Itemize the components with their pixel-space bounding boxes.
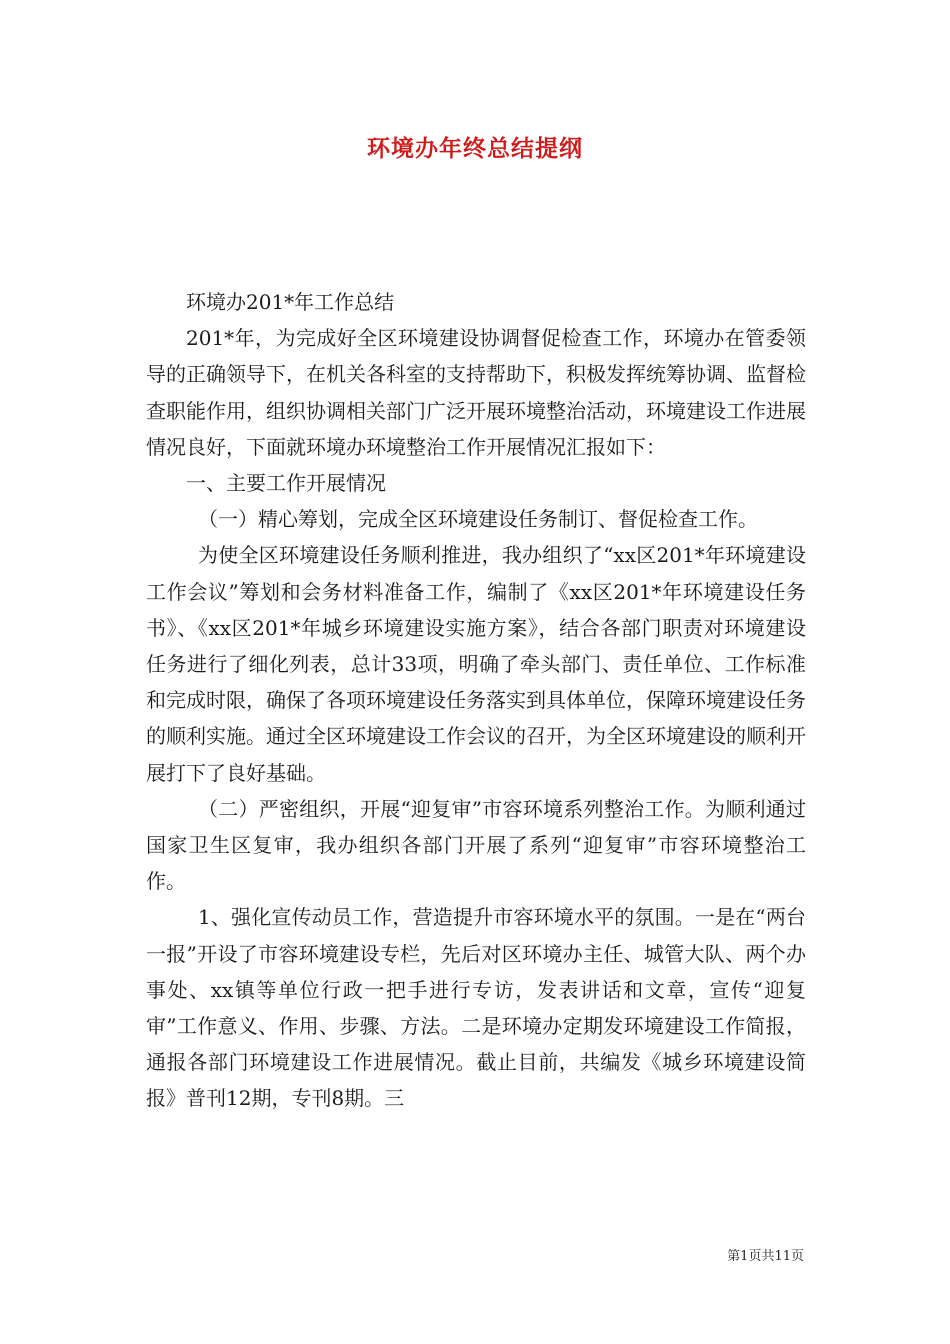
document-title: 环境办年终总结提纲 [367,135,583,162]
paragraph-heading: 环境办201*年工作总结 [186,290,395,314]
subsection-heading-2: （二）严密组织，开展“迎复审”市容环境系列整治工作。为顺利通过国家卫生区复审，我办组织各部门开展了系列“迎复审”市容环境整治工作。 [146,796,806,894]
section-heading: 一、主要工作开展情况 [186,471,386,496]
page-number-footer: 第1页共11页 [727,1249,804,1264]
subsection-heading-1: （一）精心筹划，完成全区环境建设任务制订、督促检查工作。 [198,507,758,532]
document-body [146,284,806,1117]
paragraph-publicity: 1、强化宣传动员工作，营造提升市容环境水平的氛围。一是在“两台一报”开设了市容环境建设专栏，先后对区环境办主任、城管大队、两个办事处、xx镇等单位行政一把手进行专访，发表讲话和文章，宣传“迎复审”工作意义、作用、步骤、方法。二是环境办定期发环境建设工作简报，通报各部门环境建设工作进展情况。截止目前，共编发《城乡环境建设简报》普刊12期，专刊8期。三 [146,905,806,1111]
paragraph-tasks: 为使全区环境建设任务顺利推进，我办组织了“xx区201*年环境建设工作会议”筹划和会务材料准备工作，编制了《xx区201*年环境建设任务书》、《xx区201*年城乡环境建设实施方案》，结合各部门职责对环境建设任务进行了细化列表，总计33项，明确了牵头部门、责任单位、工作标准和完成时限，确保了各项环境建设任务落实到具体单位，保障环境建设任务的顺利实施。通过全区环境建设工作会议的召开，为全区环境建设的顺利开展打下了良好基础。 [146,543,806,785]
paragraph-intro: 201*年，为完成好全区环境建设协调督促检查工作，环境办在管委领导的正确领导下，在机关各科室的支持帮助下，积极发挥统筹协调、监督检查职能作用，组织协调相关部门广泛开展环境整治活动，环境建设工作进展情况良好，下面就环境办环境整治工作开展情况汇报如下： [146,326,806,459]
